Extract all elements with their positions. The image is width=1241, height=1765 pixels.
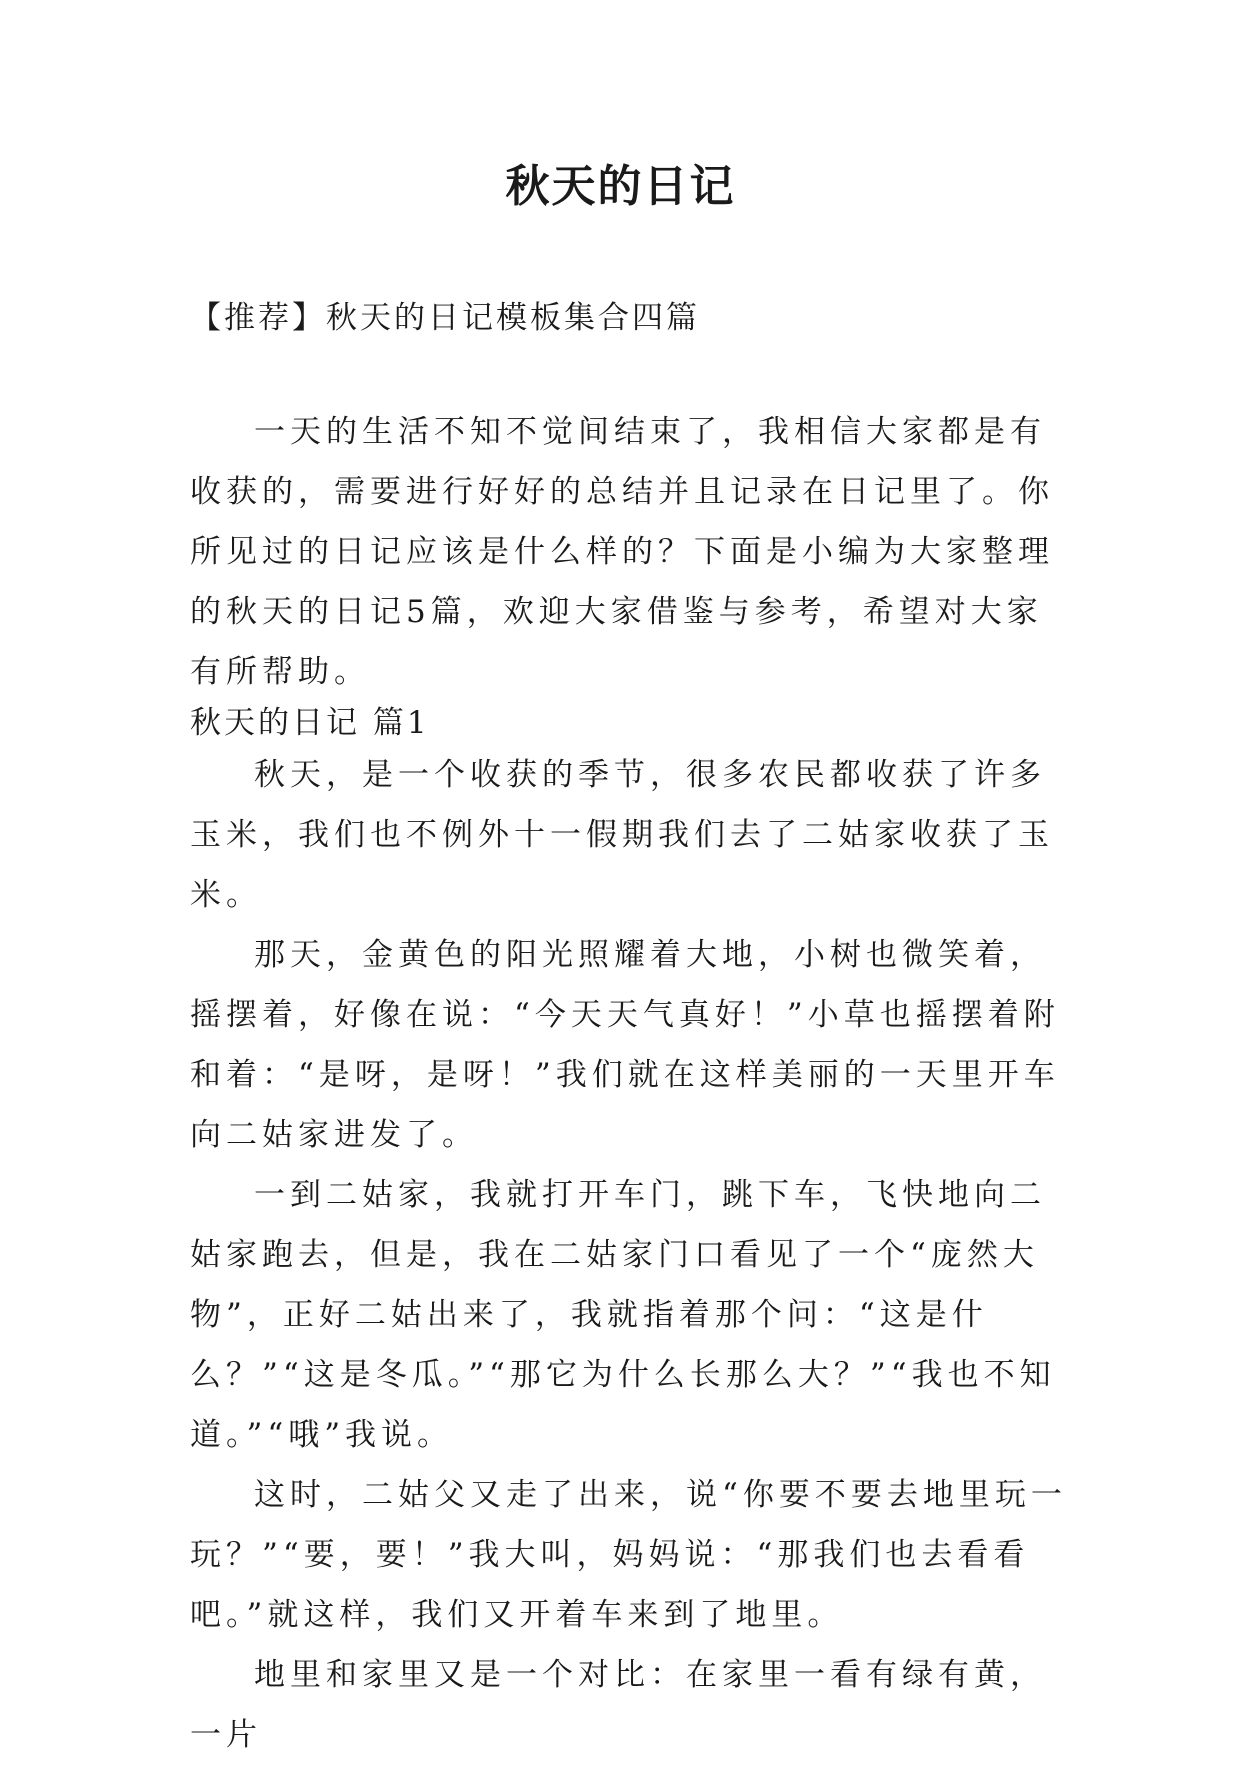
essay-paragraph-4: 这时，二姑父又走了出来，说“你要不要去地里玩一玩？”“要，要！”我大叫，妈妈说：“那我们也去看看吧。”就这样，我们又开着车来到了地里。 (190, 1477, 1067, 1633)
intro-paragraph: 一天的生活不知不觉间结束了，我相信大家都是有收获的，需要进行好好的总结并且记录在日记里了。你所见过的日记应该是什么样的？下面是小编为大家整理的秋天的日记5篇，欢迎大家借鉴与参考，希望对大家有所帮助。 (190, 414, 1054, 690)
document-title: 秋天的日记 (505, 161, 736, 212)
essay-paragraph-3: 一到二姑家，我就打开车门，跳下车，飞快地向二姑家跑去，但是，我在二姑家门口看见了一个“庞然大物”，正好二姑出来了，我就指着那个问：“这是什么？”“这是冬瓜。”“那它为什么长那么大？”“我也不知道。”“哦”我说。 (190, 1177, 1056, 1453)
essay-paragraph-1: 秋天，是一个收获的季节，很多农民都收获了许多玉米，我们也不例外十一假期我们去了二姑家收获了玉米。 (190, 757, 1054, 913)
document-subtitle: 【推荐】秋天的日记模板集合四篇 (190, 300, 700, 336)
intro-block (190, 402, 1070, 702)
essay-body (190, 745, 1070, 1765)
section-heading: 秋天的日记 篇1 (190, 705, 430, 741)
essay-paragraph-2: 那天，金黄色的阳光照耀着大地，小树也微笑着，摇摆着，好像在说：“今天天气真好！”小草也摇摆着附和着：“是呀，是呀！”我们就在这样美丽的一天里开车向二姑家进发了。 (190, 937, 1060, 1153)
essay-paragraph-5: 地里和家里又是一个对比：在家里一看有绿有黄，一片 (190, 1657, 1046, 1753)
